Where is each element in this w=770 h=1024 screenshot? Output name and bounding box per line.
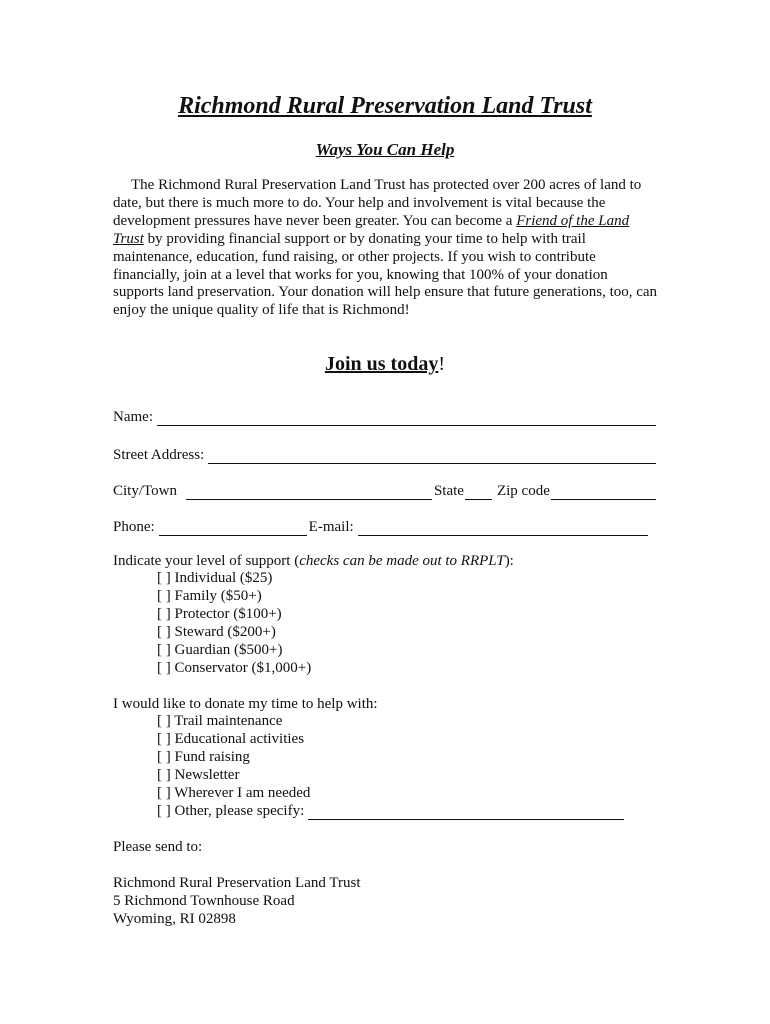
name-field[interactable] xyxy=(157,410,656,426)
city-state-zip-row xyxy=(113,480,658,500)
state-field[interactable] xyxy=(465,484,492,500)
street-address-field[interactable] xyxy=(208,448,656,464)
support-option-individual[interactable]: [ ] Individual ($25) xyxy=(157,570,273,586)
street-label: Street Address: xyxy=(113,447,205,463)
email-label: E-mail: xyxy=(308,519,354,535)
intro-text-start: The Richmond Rural Preservation Land Trust has protected over 200 acres of land to date, but there is much more to do. Your help and involvement is vital because the development pressures have never been greater. You can become a xyxy=(113,177,642,229)
other-specify-field[interactable] xyxy=(308,805,624,820)
name-label: Name: xyxy=(113,409,153,425)
support-level-label xyxy=(113,552,514,570)
address-line-org: Richmond Rural Preservation Land Trust xyxy=(113,875,361,891)
email-field[interactable] xyxy=(358,520,648,536)
support-option-protector[interactable]: [ ] Protector ($100+) xyxy=(157,605,282,622)
zip-code-field[interactable] xyxy=(551,484,656,500)
street-row xyxy=(113,444,658,464)
volunteer-list xyxy=(157,713,624,820)
join-heading-exclaim: ! xyxy=(438,353,446,375)
document-subtitle: Ways You Can Help xyxy=(315,140,455,159)
zip-label: Zip code xyxy=(496,483,550,499)
document-title: Richmond Rural Preservation Land Trust xyxy=(178,93,592,119)
city-field[interactable] xyxy=(186,484,432,500)
volunteer-option-other xyxy=(157,803,624,821)
volunteer-option-wherever-needed[interactable]: [ ] Wherever I am needed xyxy=(157,784,311,801)
phone-email-row xyxy=(113,516,650,536)
friend-of-land-trust-link[interactable]: Friend of the Land Trust xyxy=(113,212,630,247)
city-label: City/Town xyxy=(113,483,177,499)
mailing-address xyxy=(113,874,361,928)
phone-label: Phone: xyxy=(113,519,155,535)
intro-paragraph xyxy=(113,177,658,320)
join-heading-text: Join us today xyxy=(324,353,439,375)
support-option-family[interactable]: [ ] Family ($50+) xyxy=(157,587,262,604)
join-heading xyxy=(0,351,770,377)
support-option-guardian[interactable]: [ ] Guardian ($500+) xyxy=(157,641,283,658)
support-option-conservator[interactable]: [ ] Conservator ($1,000+) xyxy=(157,659,312,676)
name-row xyxy=(113,406,658,426)
volunteer-option-other-label[interactable]: [ ] Other, please specify: xyxy=(157,802,305,819)
support-level-list xyxy=(157,570,311,677)
phone-field[interactable] xyxy=(159,520,307,536)
support-label-note: checks can be made out to RRPLT xyxy=(299,553,505,569)
volunteer-option-fund-raising[interactable]: [ ] Fund raising xyxy=(157,748,250,765)
support-option-steward[interactable]: [ ] Steward ($200+) xyxy=(157,623,276,640)
volunteer-option-trail-maintenance[interactable]: [ ] Trail maintenance xyxy=(157,713,283,729)
support-label-start: Indicate your level of support ( xyxy=(113,553,300,569)
address-line-city: Wyoming, RI 02898 xyxy=(113,911,236,927)
address-line-street: 5 Richmond Townhouse Road xyxy=(113,893,295,909)
support-label-end: ): xyxy=(504,553,514,569)
state-label: State xyxy=(433,483,464,499)
volunteer-label: I would like to donate my time to help with: xyxy=(113,696,378,712)
intro-text-end: by providing financial support or by donating your time to help with trail maintenance, education, fund raising, or other projects. If you wish to contribute financially, join at a level that works for you, knowing that 100% of your donation supports land preservation. Your donation will help ensure that future generations, too, can enjoy the unique quality of life that is Richmond! xyxy=(113,230,658,319)
send-to-label: Please send to: xyxy=(113,839,203,855)
volunteer-option-newsletter[interactable]: [ ] Newsletter xyxy=(157,766,240,783)
volunteer-option-educational-activities[interactable]: [ ] Educational activities xyxy=(157,730,305,747)
